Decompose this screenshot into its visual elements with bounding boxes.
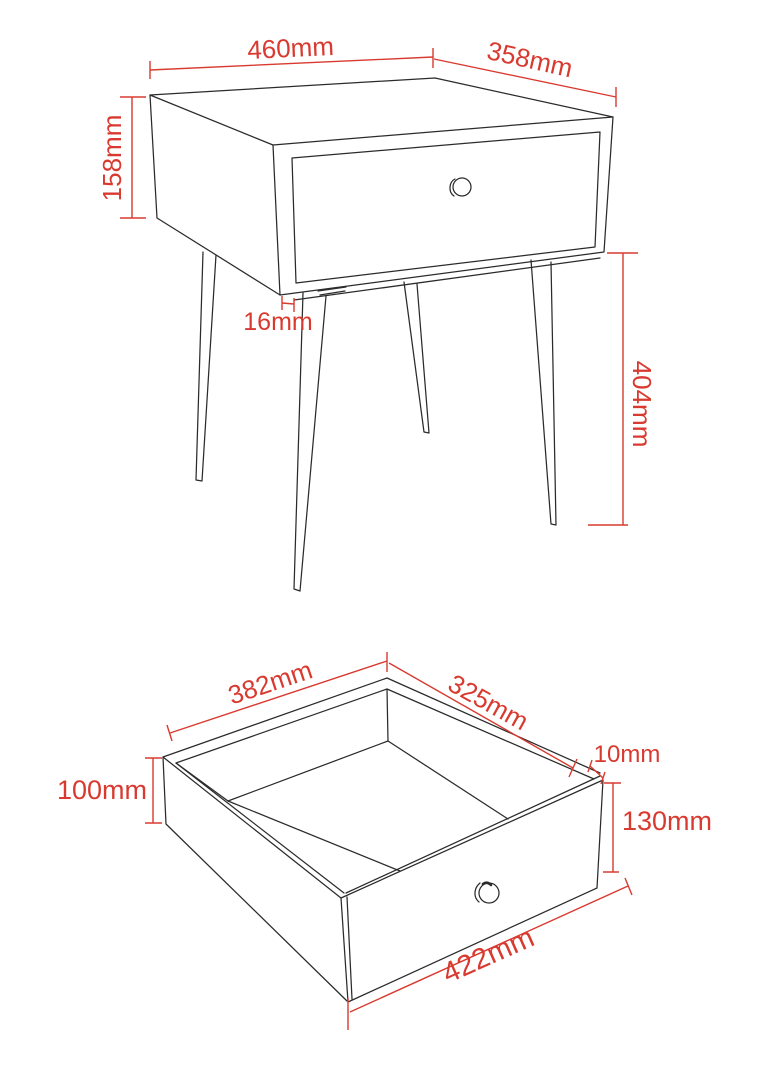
dim-label-base-inset: 16mm: [243, 308, 313, 336]
drawer-rim-inner: [176, 689, 594, 893]
drawer-front-panel-top-edge: [346, 776, 600, 893]
dimension-top-depth: [434, 35, 616, 107]
nightstand-front-outline: [280, 117, 613, 295]
leg-front-left: [294, 293, 326, 591]
dim-label-cabinet-height: 158mm: [97, 114, 127, 202]
drawer-floor: [228, 741, 508, 871]
drawer-front-panel-left-edge: [347, 897, 352, 999]
nightstand-drawing: [150, 78, 613, 591]
drawer-left-wall: [163, 757, 347, 1001]
dimension-wall-thickness: [588, 741, 660, 784]
dimension-front-height: [603, 783, 712, 872]
drawer-detail-knob-icon: [479, 883, 499, 903]
dimension-leg-height: [588, 253, 657, 525]
drawer-dimensions: [57, 652, 712, 1030]
nightstand-drawer-front: [292, 132, 600, 283]
dim-label-front-height: 130mm: [622, 806, 713, 836]
drawer-interior-corners: [176, 689, 388, 801]
drawer-drawing: [163, 678, 603, 1002]
leg-back-left: [196, 252, 216, 481]
dim-label-side-height: 100mm: [56, 775, 147, 805]
leg-front-right: [531, 260, 556, 525]
nightstand-top-face: [150, 78, 613, 145]
drawer-rim-outer: [163, 678, 600, 898]
dim-label-top-depth: 358mm: [484, 35, 576, 84]
dim-label-inner-width: 382mm: [224, 654, 317, 711]
leg-back-right: [404, 282, 429, 433]
dim-label-wall-thickness: 10mm: [593, 741, 661, 768]
drawer-knob-icon: [453, 178, 471, 196]
dimension-side-height: [57, 758, 162, 823]
dimension-top-width: [150, 31, 433, 79]
dim-label-inner-depth: 325mm: [443, 667, 534, 737]
dim-label-front-width: 422mm: [437, 921, 540, 991]
nightstand-dimensions: [97, 31, 657, 525]
dim-label-leg-height: 404mm: [627, 360, 657, 448]
dimension-cabinet-height: [97, 97, 146, 218]
dim-label-top-width: 460mm: [246, 30, 335, 66]
